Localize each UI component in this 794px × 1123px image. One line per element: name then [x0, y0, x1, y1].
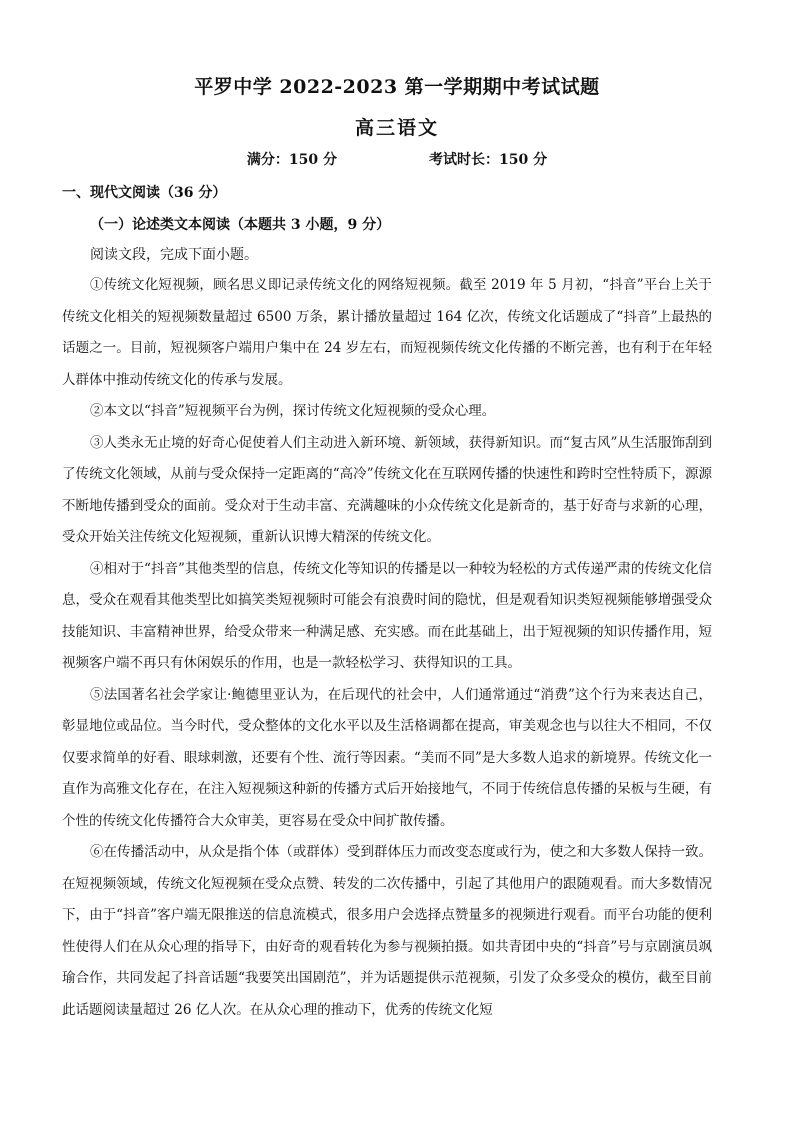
exam-duration: 考试时长：150 分 [429, 152, 548, 168]
paragraph-5: ⑤法国著名社会学家让·鲍德里亚认为，在后现代的社会中，人们通常通过“消费”这个行为来表达自己，彰显地位或品位。当今时代，受众整体的文化水平以及生活格调都在提高，审美观念也与以往大不相同，不仅仅要求简单的好看、眼球刺激，还要有个性、流行等因素。“美而不同”是大多数人追求的新境界。传统文化一直作为高雅文化存在，在注入短视频这种新的传播方式后开始接地气，不同于传统信息传播的呆板与生硬，有个性的传统文化传播符合大众审美，更容易在受众中间扩散传播。 [62, 686, 712, 829]
subsection-heading: （一）论述类文本阅读（本题共 3 小题，9 分） [90, 217, 391, 233]
paragraph-4: ④相对于“抖音”其他类型的信息，传统文化等知识的传播是以一种较为轻松的方式传递严肃的传统文化信息，受众在观看其他类型比如搞笑类短视频时可能会有浪费时间的隐忧，但是观看知识类短视频能够增强受众技能知识、丰富精神世界，给受众带来一种满足感、充实感。而在此基础上，出于短视频的知识传播作用，短视频客户端不再只有休闲娱乐的作用，也是一款轻松学习、获得知识的工具。 [62, 560, 712, 671]
paragraph-2: ②本文以“抖音”短视频平台为例，探讨传统文化短视频的受众心理。 [90, 403, 496, 419]
paragraph-1: ①传统文化短视频，顾名思义即记录传统文化的网络短视频。截至 2019 年 5 月初，“抖音”平台上关于传统文化相关的短视频数量超过 6500 万条，累计播放量超过 164 亿次，传统文化话题成了“抖音”上最热的话题之一。目前，短视频客户端用户集中在 24 岁左右，而短视频传统文化传播的不断完善，也有利于在年轻人群体中推动传统文化的传承与发展。 [62, 277, 712, 388]
paragraph-3: ③人类永无止境的好奇心促使着人们主动进入新环境、新领域，获得新知识。而“复古风”从生活服饰刮到了传统文化领域，从前与受众保持一定距离的“高冷”传统文化在互联网传播的快速性和跨时空性特质下，源源不断地传播到受众的面前。受众对于生动丰富、充满趣味的小众传统文化是新奇的，基于好奇与求新的心理，受众开始关注传统文化短视频，重新认识博大精深的传统文化。 [62, 434, 712, 545]
full-score: 满分：150 分 [246, 152, 337, 168]
paragraph-6: ⑥在传播活动中，从众是指个体（或群体）受到群体压力而改变态度或行为，使之和大多数人保持一致。在短视频领域，传统文化短视频在受众点赞、转发的二次传播中，引起了其他用户的跟随观看。而大多数情况下，由于“抖音”客户端无限推送的信息流模式，很多用户会选择点赞量多的视频进行观看。而平台功能的便利性使得人们在从众心理的指导下，由好奇的观看转化为参与视频拍摄。如共青团中央的“抖音”号与京剧演员飒瑜合作，共同发起了抖音话题“我要笑出国剧范”，并为话题提供示范视频，引发了众多受众的模仿，截至目前此话题阅读量超过 26 亿人次。在从众心理的推动下，优秀的传统文化短 [62, 844, 712, 1018]
reading-instruction: 阅读文段，完成下面小题。 [90, 247, 258, 263]
section-heading: 一、现代文阅读（36 分） [62, 185, 227, 201]
exam-meta [0, 149, 794, 169]
exam-title: 平罗中学 2022-2023 第一学期期中考试试题 [194, 76, 600, 98]
exam-subject: 高三语文 [354, 117, 439, 139]
reading-passage [62, 270, 712, 1026]
